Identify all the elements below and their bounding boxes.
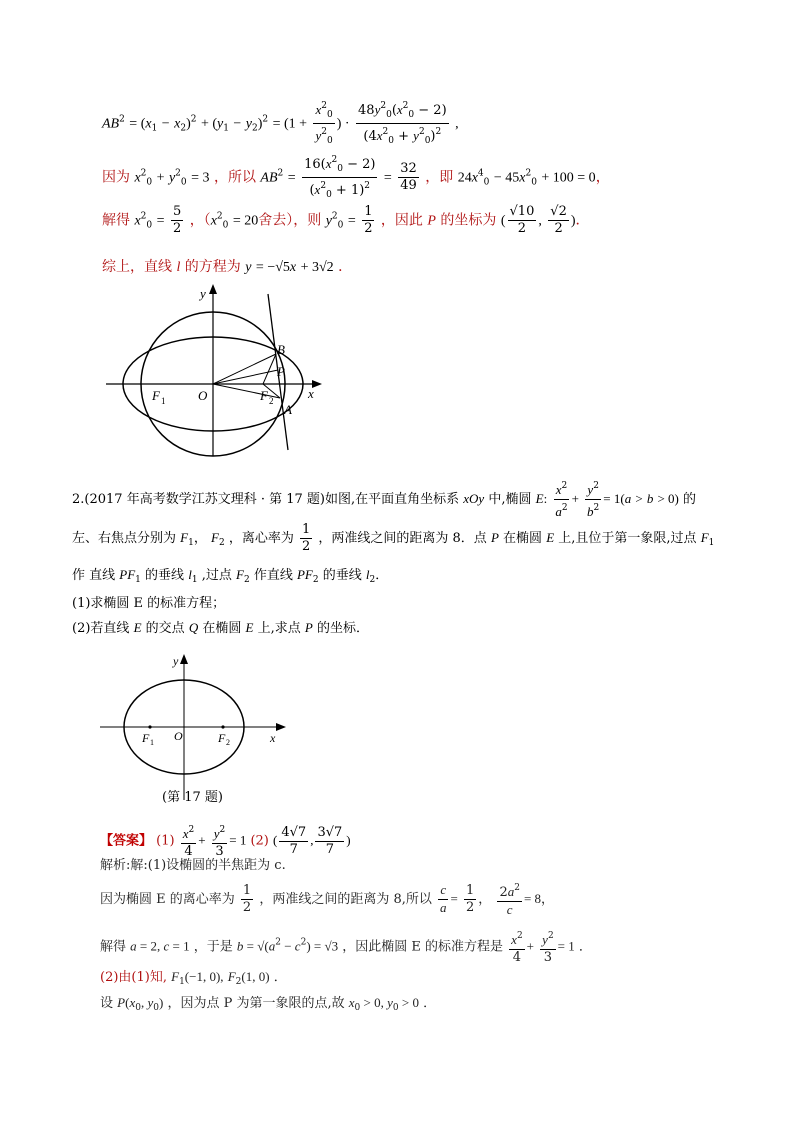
svg-text:1: 1	[150, 738, 154, 747]
equation-line-3: 解得 $x^2_0$ = $\frac{5}{2}$ ，（$x^2_0 = 20$舍去），则 $y^2_0$ = $\frac{1}{2}$ ，因此 P 的坐标为 ( $\frac{√10}{2}$ , $\frac{√2}{2}$ )．	[102, 204, 590, 236]
analysis-line-3: 解得 a = 2, c = 1 ，于是 $b = √(a^2 - c^2) = √3$ ，因此椭圆 E 的标准方程是 $\frac{x^2}{4}$ + $\frac{y^2}{3}$ = 1 ．	[100, 928, 592, 966]
equation-line-2: 因为 $x^2_0 + y^2_0 = 3$ ，所以 $AB^2$ = $\frac{16(x^2_0 - 2)}{(x^2_0 + 1)^2}$ = $\frac{32}{49}$ ，即 $24x^4_0 - 45x^2_0 + 100 = 0$，	[102, 152, 610, 203]
problem-2-line-1: 2.(2017 年高考数学江苏文理科 · 第 17 题)如图,在平面直角坐标系 xOy 中,椭圆 E: $\frac{x^2}{a^2}$ + $\frac{y^2}{b^2}$ = 1(a > b > 0) 的	[72, 478, 696, 521]
problem-2-line-3: 作 直线 $PF_1$ 的垂线 $l_1$ ,过点 $F_2$ 作直线 $PF_2$ 的垂线 $l_2$．	[72, 567, 389, 585]
answer-tag: 【答案】	[100, 833, 153, 849]
ellipse-circle-figure	[100, 280, 330, 460]
equation-line-4: 综上，直线 l 的方程为 y = −√5x + 3√2 ．	[102, 259, 353, 275]
question-2: (2)若直线 E 的交点 Q 在椭圆 E 上,求点 P 的坐标．	[72, 620, 369, 636]
analysis-line-5: 设 $P(x_0$, $y_0$) ，因为点 P 为第一象限的点,故 $x_0 > 0$, $y_0 > 0$ ．	[100, 995, 437, 1013]
svg-text:2: 2	[269, 396, 274, 406]
fig2-f1-label: F	[142, 731, 150, 745]
answer-line: 【答案】 (1) $\frac{x^2}{4}$ + $\frac{y^2}{3}$ = 1 (2) ( $\frac{4√7}{7}$ , $\frac{3√7}{7}$ )	[100, 822, 351, 860]
point-p-label: P	[277, 364, 285, 379]
x-axis-label: x	[308, 386, 314, 401]
svg-text:2: 2	[226, 738, 230, 747]
svg-text:1: 1	[161, 396, 166, 406]
equation-ab-squared: $AB^2 = (x_1 - x_2)^2 + (y_1 - y_2)^2 = (1$ + $\frac{x^2_0}{y^2_0}$ ) · $\frac{48y^2_0(x^2_0 - 2)}{(4x^2_0 + y^2_0)^2}$ ,	[102, 98, 459, 149]
analysis-line-2: 因为椭圆 E 的离心率为 $\frac{1}{2}$ ，两准线之间的距离为 8,所以 $\frac{c}{a}$ = $\frac{1}{2}$ ， $\frac{2a^2}{c}$ = 8，	[100, 882, 555, 917]
fig2-f2-label: F	[218, 731, 226, 745]
text-because: 因为	[102, 169, 130, 186]
y-axis-label: y	[200, 286, 206, 301]
f2-label: F	[260, 388, 268, 403]
origin-label: O	[198, 388, 208, 403]
point-b-label: B	[277, 342, 285, 357]
f1-label: F	[152, 388, 160, 403]
analysis-line-4: (2)由(1)知, $F_1(-1$, 0), $F_2(1$, 0) ．	[100, 969, 287, 987]
fig2-origin-label: O	[174, 729, 183, 743]
point-a-label: A	[284, 402, 292, 417]
analysis-line: 解析:解:(1)设椭圆的半焦距为 c.	[100, 858, 286, 873]
fig2-x-label: x	[270, 731, 276, 745]
problem-2-line-2: 左、右焦点分别为 $F_1$， $F_2$ ，离心率为 $\frac{1}{2}$ ，两准线之间的距离为 8．点 P 在椭圆 E 上,且位于第一象限,过点 $F_1$	[72, 522, 715, 554]
fig2-y-label: y	[173, 654, 179, 668]
figure-caption: (第 17 题)	[162, 790, 223, 805]
question-1: (1)求椭圆 E 的标准方程；	[72, 596, 226, 611]
